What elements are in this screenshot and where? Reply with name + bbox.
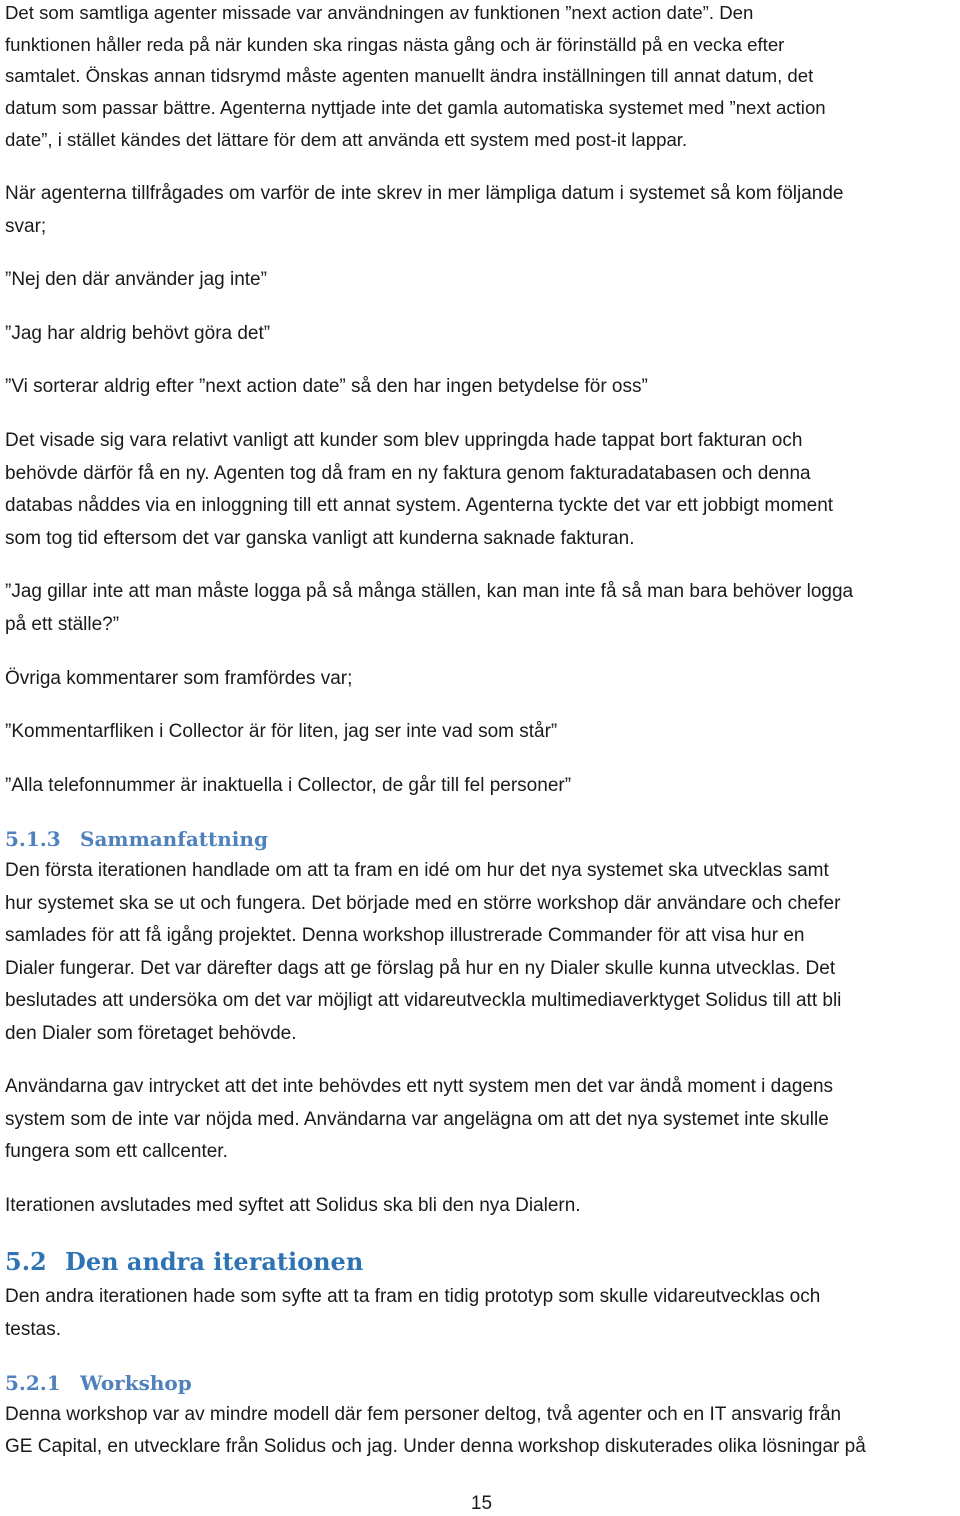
quote-line: ”Kommentarfliken i Collector är för liten, jag ser inte vad som står” [5, 721, 558, 742]
text-line: Det visade sig vara relativt vanligt att kunder som blev uppringda hade tappat bort fakturan och [5, 430, 803, 451]
quote-line: ”Jag har aldrig behövt göra det” [5, 323, 271, 344]
section-heading-5-2-1 [5, 1370, 192, 1396]
text-line: system som de inte var nöjda med. Användarna var angelägna om att det nya systemet inte skulle [5, 1109, 829, 1130]
text-line: behövde därför få en ny. Agenten tog då fram en ny faktura genom fakturadatabasen och denna [5, 463, 811, 484]
quote-line: ”Alla telefonnummer är inaktuella i Collector, de går till fel personer” [5, 775, 572, 796]
text-line: beslutades att undersöka om det var möjligt att vidareutveckla multimediaverktyget Solidus till att bli [5, 990, 842, 1011]
heading-number: 5.1.3 [5, 827, 61, 851]
text-line: den Dialer som företaget behövde. [5, 1023, 297, 1044]
text-line: När agenterna tillfrågades om varför de inte skrev in mer lämpliga datum i systemet så kom följande [5, 183, 844, 204]
text-line: Användarna gav intrycket att det inte behövdes ett nytt system men det var ändå moment i dagens [5, 1076, 834, 1097]
text-line: Denna workshop var av mindre modell där fem personer deltog, två agenter och en IT ansvarig från [5, 1404, 842, 1425]
text-line: Den första iterationen handlade om att ta fram en idé om hur det nya systemet ska utvecklas samt [5, 860, 829, 881]
text-line: Den andra iterationen hade som syfte att ta fram en tidig prototyp som skulle vidareutvecklas och [5, 1286, 821, 1307]
text-line: date”, i stället kändes det lättare för dem att använda ett system med post-it lappar. [5, 129, 688, 150]
heading-title: Workshop [80, 1371, 192, 1395]
text-line: datum som passar bättre. Agenterna nyttjade inte det gamla automatiska systemet med ”next action [5, 97, 826, 118]
page-number: 15 [470, 1493, 493, 1514]
heading-title: Den andra iterationen [65, 1247, 364, 1276]
section-heading-5-2 [5, 1248, 363, 1276]
heading-title: Sammanfattning [80, 827, 268, 851]
text-line: Dialer fungerar. Det var därefter dags att ge förslag på hur en ny Dialer skulle kunna utvecklas. Det [5, 958, 836, 979]
document-page [5, 0, 958, 1514]
quote-line: ”Jag gillar inte att man måste logga på så många ställen, kan man inte få så man bara behöver logga [5, 581, 854, 602]
text-line: fungera som ett callcenter. [5, 1141, 228, 1162]
text-line: Iterationen avslutades med syftet att Solidus ska bli den nya Dialern. [5, 1195, 581, 1216]
quote-line: på ett ställe?” [5, 614, 120, 635]
text-line: hur systemet ska se ut och fungera. Det började med en större workshop där användare och chefer [5, 893, 841, 914]
heading-number: 5.2.1 [5, 1371, 61, 1395]
heading-number: 5.2 [5, 1247, 47, 1276]
quote-line: ”Nej den där använder jag inte” [5, 269, 267, 290]
text-line: GE Capital, en utvecklare från Solidus och jag. Under denna workshop diskuterades olika lösningar på [5, 1436, 866, 1457]
text-line: som tog tid eftersom det var ganska vanligt att kunderna saknade fakturan. [5, 528, 635, 549]
section-heading-5-1-3 [5, 826, 268, 852]
text-line: samlades för att få igång projektet. Denna workshop illustrerade Commander för att visa hur en [5, 925, 805, 946]
text-line: testas. [5, 1319, 61, 1340]
text-line: samtalet. Önskas annan tidsrymd måste agenten manuellt ändra inställningen till annat datum, det [5, 65, 814, 86]
text-line: Övriga kommentarer som framfördes var; [5, 668, 353, 689]
text-line: funktionen håller reda på när kunden ska ringas nästa gång och är förinställd på en vecka efter [5, 34, 785, 55]
text-line: Det som samtliga agenter missade var användningen av funktionen ”next action date”. Den [5, 2, 754, 23]
quote-line: ”Vi sorterar aldrig efter ”next action date” så den har ingen betydelse för oss” [5, 376, 648, 397]
text-line: svar; [5, 216, 47, 237]
text-line: databas nåddes via en inloggning till ett annat system. Agenterna tyckte det var ett jobbigt moment [5, 495, 834, 516]
